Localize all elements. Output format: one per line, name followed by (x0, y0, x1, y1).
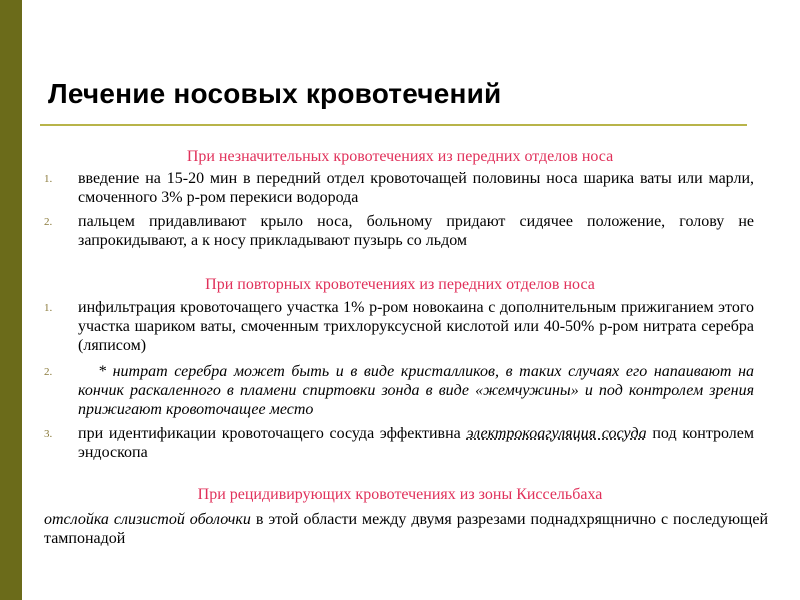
list-item-text: введение на 15-20 мин в передний отдел кровоточащей половины носа шарика ваты или марли, смоченного 3% р-ром перекиси водорода (78, 170, 754, 206)
list-item-text: пальцем придавливают крыло носа, больному придают сидячее положение, голову не запрокидывают, а к носу прикладывают пузырь со льдом (78, 213, 754, 249)
page-title: Лечение носовых кровотечений (48, 78, 502, 109)
list-number: 2. (44, 366, 53, 378)
title-divider (40, 124, 747, 126)
list-number: 3. (44, 428, 53, 440)
section-heading-minor: При незначительных кровотечениях из передних отделов носа (186, 148, 614, 165)
recurrent-paragraph-text: в этой области между двумя разрезами поднадхрящнично с последующей тампонадой (44, 511, 769, 547)
sidebar-bar (0, 0, 22, 600)
section-heading-repeated: При повторных кровотечениях из передних отделов носа (205, 276, 595, 293)
list-item-text-c: под контролем эндоскопа (78, 425, 755, 461)
electrocoagulation-term: электрокоагуляция сосуда (466, 425, 647, 442)
recurrent-paragraph (44, 510, 768, 548)
list-item-text-a: при идентификации кровоточащего сосуда эффективна (78, 425, 461, 442)
list-number: 1. (44, 302, 53, 314)
section-heading-recurrent: При рецидивирующих кровотечениях из зоны Киссельбаха (197, 486, 603, 503)
list-number: 2. (44, 216, 53, 228)
list-item-note: * нитрат серебра может быть и в виде кристалликов, в таких случаях его напаивают на кончик раскаленного в пламени спиртовки зонда в виде «жемчужины» и под контролем зрения прижигают кровоточащее место (78, 363, 754, 418)
list-item-text (78, 424, 754, 462)
list-number: 1. (44, 173, 53, 185)
list-item-text: инфильтрация кровоточащего участка 1% р-ром новокаина с дополнительным прижиганием этого участка шариком ваты, смоченным трихлоруксусной кислотой или 40-50% р-ром нитрата серебра (ляписом) (78, 299, 754, 354)
detachment-term: отслойка слизистой оболочки (44, 511, 251, 528)
